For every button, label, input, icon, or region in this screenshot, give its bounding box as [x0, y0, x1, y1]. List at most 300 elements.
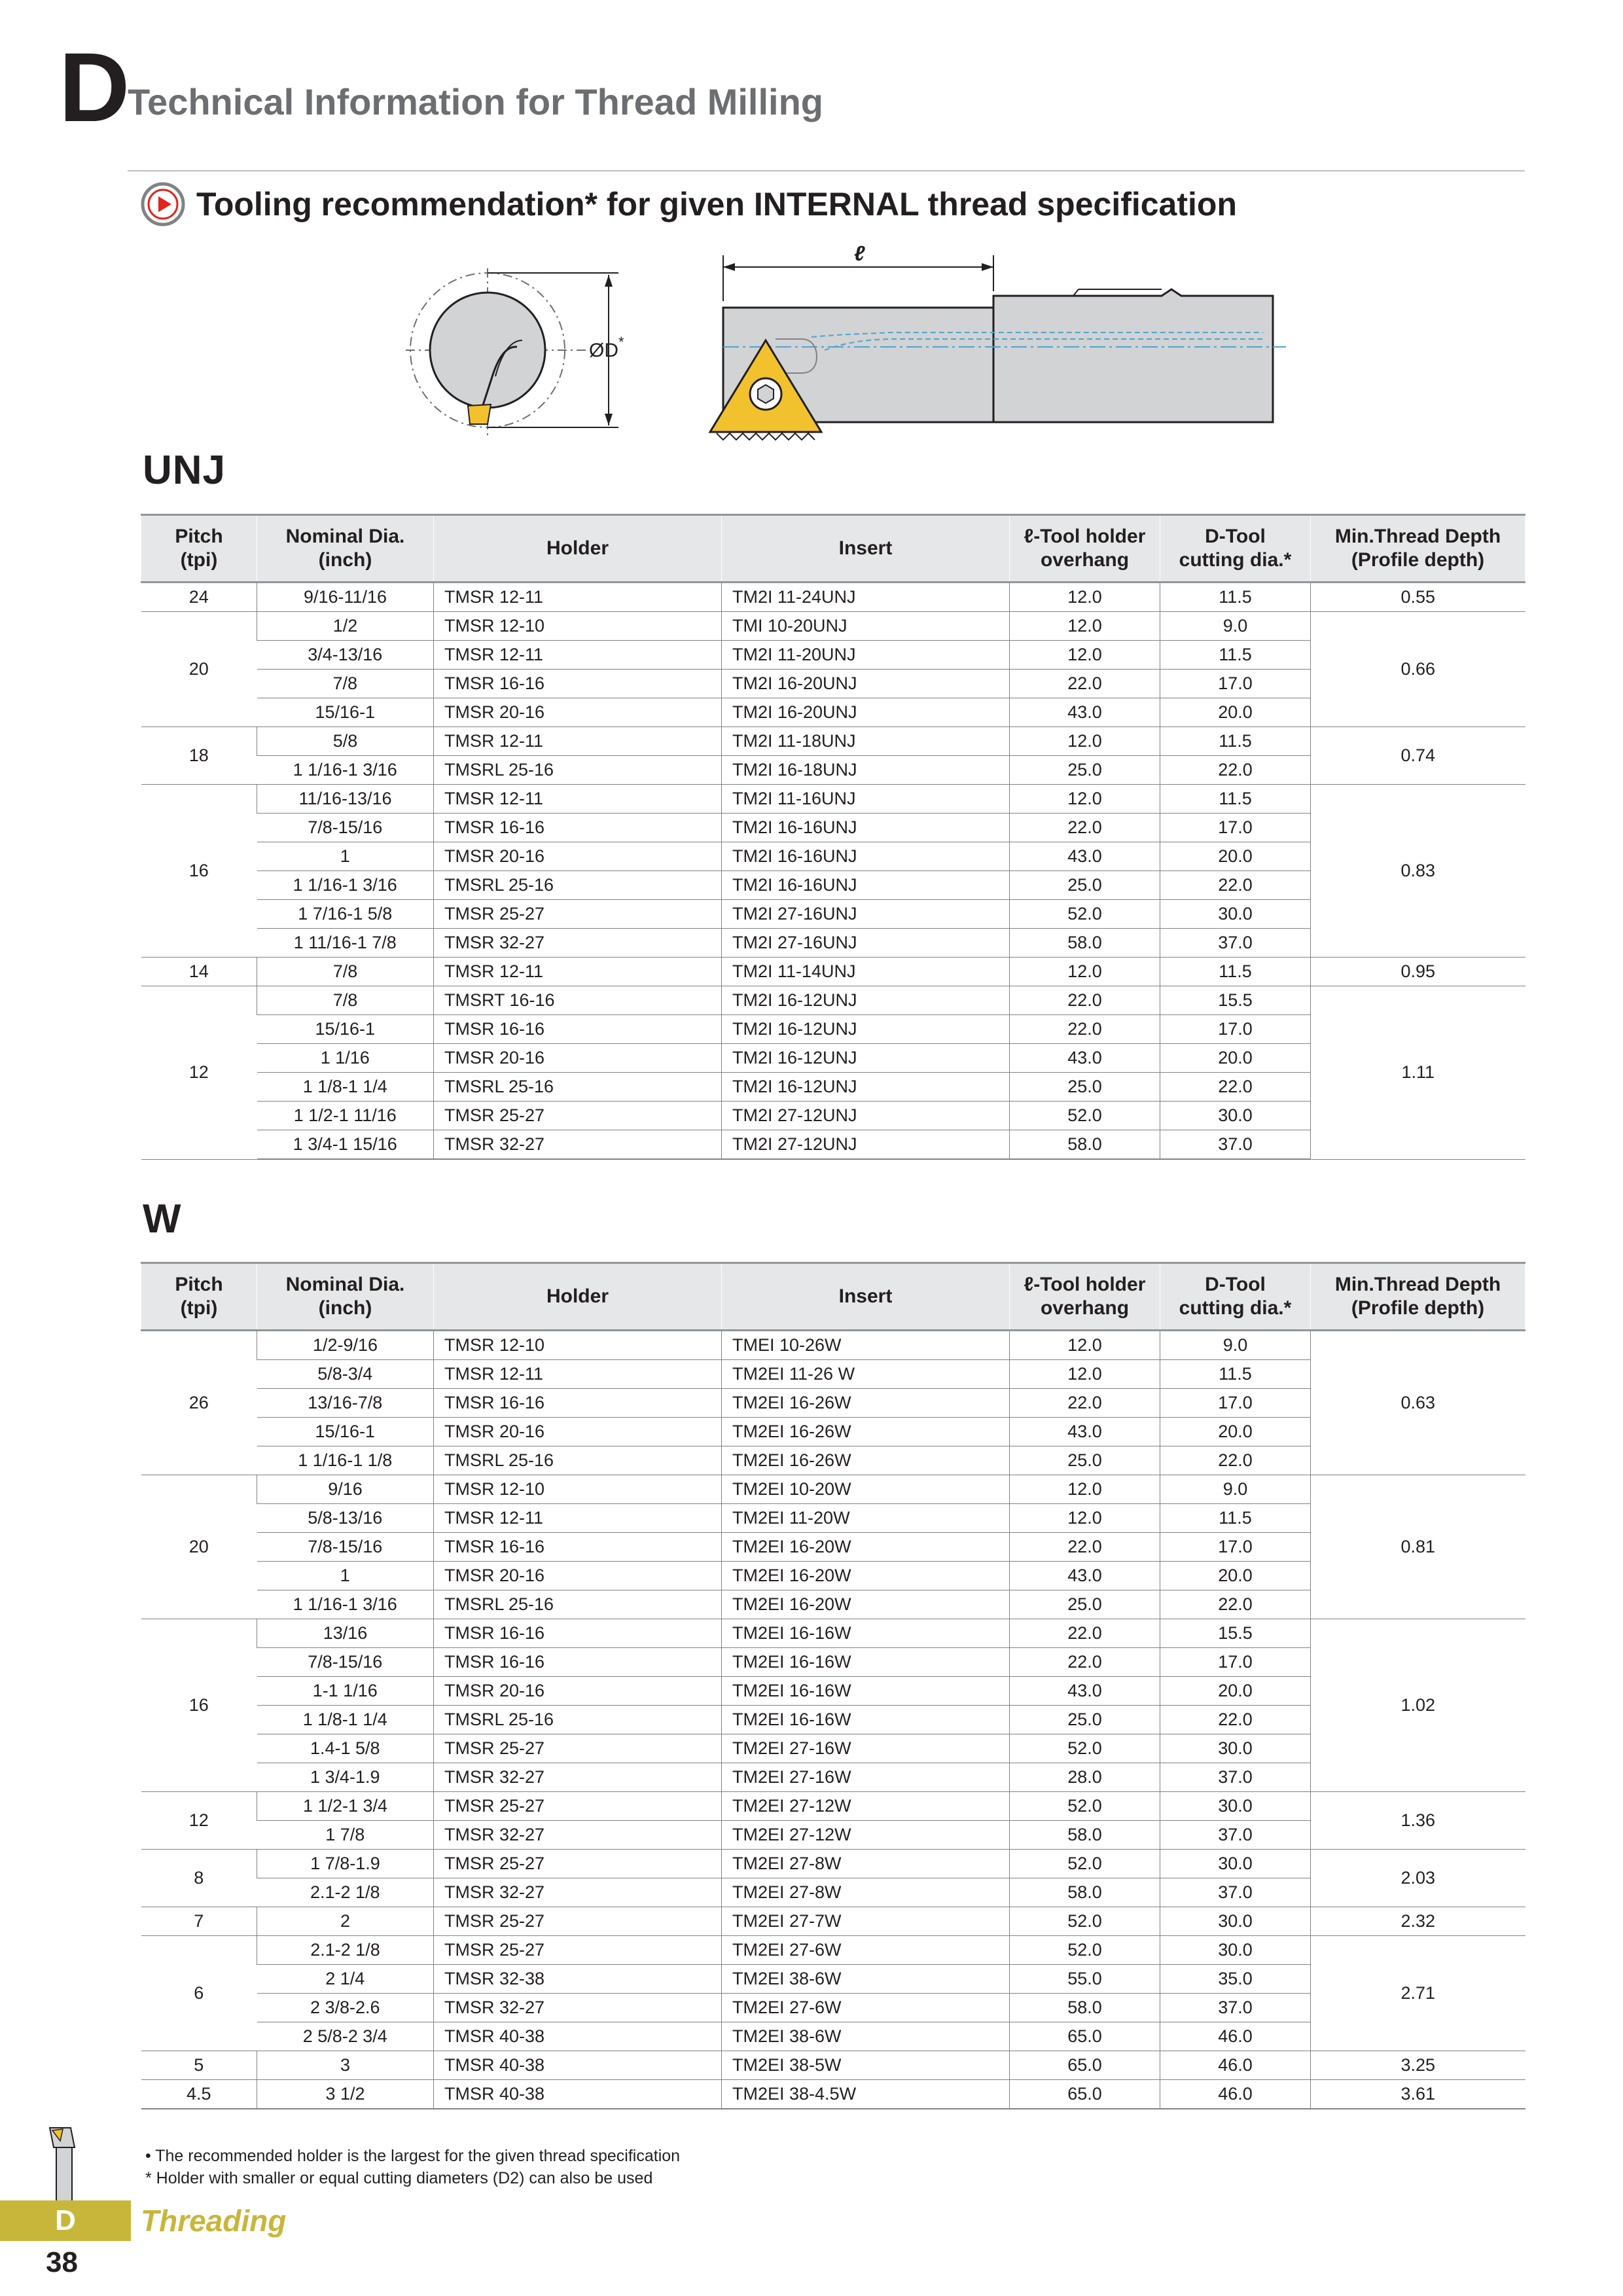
holder-cell: TMSR 40-38 [434, 2051, 722, 2080]
footnote: • The recommended holder is the largest for the given thread specification [145, 2147, 681, 2165]
unj-table [141, 514, 1525, 1160]
insert-cell: TM2I 16-12UNJ [722, 986, 1010, 1015]
holder-cell: TMSR 40-38 [434, 2080, 722, 2109]
overhang-cell: 12.0 [1010, 785, 1160, 814]
dtool-cell: 20.0 [1160, 842, 1311, 871]
pitch-cell: 6 [141, 1936, 257, 2051]
dtool-cell: 22.0 [1160, 871, 1311, 900]
holder-cell: TMSR 16-16 [434, 670, 722, 698]
overhang-cell: 12.0 [1010, 1360, 1160, 1389]
holder-cell: TMSR 12-11 [434, 727, 722, 756]
table-row [141, 1850, 1525, 1878]
nominal-dia-cell: 7/8-15/16 [257, 814, 434, 842]
overhang-cell: 52.0 [1010, 900, 1160, 929]
dtool-cell: 30.0 [1160, 1907, 1311, 1936]
holder-cell: TMSR 12-10 [434, 1475, 722, 1504]
holder-cell: TMSR 16-16 [434, 1648, 722, 1677]
dtool-cell: 30.0 [1160, 900, 1311, 929]
holder-cell: TMSRL 25-16 [434, 1590, 722, 1619]
dtool-cell: 11.5 [1160, 1504, 1311, 1533]
insert-cell: TM2I 16-16UNJ [722, 842, 1010, 871]
thread-mill-tool-icon [41, 2124, 86, 2206]
overhang-cell: 52.0 [1010, 1850, 1160, 1878]
insert-cell: TM2I 27-16UNJ [722, 900, 1010, 929]
dtool-cell: 35.0 [1160, 1965, 1311, 1994]
dtool-cell: 46.0 [1160, 2022, 1311, 2051]
insert-cell: TM2I 16-16UNJ [722, 814, 1010, 842]
dia-star: * [618, 334, 624, 350]
nominal-dia-cell: 1 1/8-1 1/4 [257, 1706, 434, 1734]
holder-cell: TMSR 16-16 [434, 1619, 722, 1648]
thread-depth-cell: 1.11 [1311, 986, 1525, 1160]
dtool-cell: 46.0 [1160, 2051, 1311, 2080]
insert-cell: TM2EI 27-12W [722, 1821, 1010, 1850]
overhang-cell: 25.0 [1010, 1446, 1160, 1475]
insert-cell: TM2EI 16-20W [722, 1533, 1010, 1562]
table-row [141, 1331, 1525, 1360]
chapter-letter: D [59, 32, 128, 142]
overhang-cell: 43.0 [1010, 1418, 1160, 1446]
nominal-dia-cell: 7/8-15/16 [257, 1648, 434, 1677]
col-dtool: D-Tool cutting dia.* [1160, 1263, 1311, 1331]
nominal-dia-cell: 11/16-13/16 [257, 785, 434, 814]
nominal-dia-cell: 2.1-2 1/8 [257, 1936, 434, 1965]
overhang-cell: 25.0 [1010, 1590, 1160, 1619]
dtool-cell: 17.0 [1160, 814, 1311, 842]
holder-cell: TMSR 16-16 [434, 814, 722, 842]
dtool-cell: 20.0 [1160, 1044, 1311, 1073]
insert-cell: TM2EI 10-20W [722, 1475, 1010, 1504]
nominal-dia-cell: 13/16 [257, 1619, 434, 1648]
col-pitch: Pitch (tpi) [141, 1263, 257, 1331]
dtool-cell: 22.0 [1160, 1706, 1311, 1734]
dtool-cell: 20.0 [1160, 1562, 1311, 1590]
col-holder: Holder [434, 515, 722, 583]
overhang-cell: 52.0 [1010, 1792, 1160, 1821]
dtool-cell: 37.0 [1160, 1130, 1311, 1160]
dtool-cell: 15.5 [1160, 1619, 1311, 1648]
footnotes [145, 2145, 680, 2189]
table-row [141, 1936, 1525, 1965]
thread-depth-cell: 3.61 [1311, 2080, 1525, 2109]
holder-cell: TMSR 20-16 [434, 842, 722, 871]
insert-cell: TM2I 11-14UNJ [722, 958, 1010, 986]
overhang-cell: 58.0 [1010, 1878, 1160, 1907]
thread-depth-cell: 1.36 [1311, 1792, 1525, 1850]
nominal-dia-cell: 9/16 [257, 1475, 434, 1504]
nominal-dia-cell: 1 1/2-1 11/16 [257, 1102, 434, 1130]
insert-cell: TM2I 16-16UNJ [722, 871, 1010, 900]
dtool-cell: 22.0 [1160, 756, 1311, 785]
holder-cell: TMSR 32-27 [434, 1821, 722, 1850]
nominal-dia-cell: 7/8-15/16 [257, 1533, 434, 1562]
insert-cell: TM2EI 16-20W [722, 1590, 1010, 1619]
overhang-cell: 22.0 [1010, 1533, 1160, 1562]
nominal-dia-cell: 1 1/8-1 1/4 [257, 1073, 434, 1102]
nominal-dia-cell: 5/8 [257, 727, 434, 756]
overhang-cell: 65.0 [1010, 2022, 1160, 2051]
overhang-cell: 58.0 [1010, 929, 1160, 958]
overhang-cell: 12.0 [1010, 641, 1160, 670]
col-thread-depth: Min.Thread Depth (Profile depth) [1311, 515, 1525, 583]
overhang-cell: 12.0 [1010, 958, 1160, 986]
overhang-cell: 22.0 [1010, 1389, 1160, 1418]
w-section-title: W [143, 1196, 182, 1242]
col-overhang: ℓ-Tool holder overhang [1010, 515, 1160, 583]
holder-cell: TMSR 12-11 [434, 958, 722, 986]
nominal-dia-cell: 1 1/16-1 3/16 [257, 871, 434, 900]
nominal-dia-cell: 1/2-9/16 [257, 1331, 434, 1360]
overhang-cell: 22.0 [1010, 1015, 1160, 1044]
holder-cell: TMSR 12-11 [434, 1360, 722, 1389]
insert-cell: TM2EI 16-16W [722, 1677, 1010, 1706]
nominal-dia-cell: 7/8 [257, 958, 434, 986]
overhang-cell: 43.0 [1010, 842, 1160, 871]
insert-cell: TM2EI 11-26 W [722, 1360, 1010, 1389]
overhang-cell: 52.0 [1010, 1936, 1160, 1965]
dtool-cell: 17.0 [1160, 1015, 1311, 1044]
cross-section-view [406, 268, 618, 435]
overhang-cell: 22.0 [1010, 670, 1160, 698]
thread-depth-cell: 1.02 [1311, 1619, 1525, 1792]
nominal-dia-cell: 1 3/4-1 15/16 [257, 1130, 434, 1160]
nominal-dia-cell: 1 1/16-1 3/16 [257, 1590, 434, 1619]
thread-depth-cell: 0.95 [1311, 958, 1525, 986]
overhang-cell: 43.0 [1010, 1677, 1160, 1706]
thread-depth-cell: 2.32 [1311, 1907, 1525, 1936]
holder-cell: TMSR 25-27 [434, 900, 722, 929]
dtool-cell: 17.0 [1160, 670, 1311, 698]
page-title: Technical Information for Thread Milling [128, 81, 824, 122]
pitch-cell: 24 [141, 583, 257, 612]
nominal-dia-cell: 3/4-13/16 [257, 641, 434, 670]
dtool-cell: 9.0 [1160, 612, 1311, 641]
overhang-cell: 43.0 [1010, 1562, 1160, 1590]
table-row [141, 2051, 1525, 2080]
dtool-cell: 11.5 [1160, 583, 1311, 612]
dtool-cell: 22.0 [1160, 1446, 1311, 1475]
dtool-cell: 15.5 [1160, 986, 1311, 1015]
insert-cell: TM2EI 16-16W [722, 1648, 1010, 1677]
insert-cell: TM2EI 16-20W [722, 1562, 1010, 1590]
dtool-cell: 11.5 [1160, 1360, 1311, 1389]
w-table [141, 1262, 1525, 2109]
overhang-cell: 12.0 [1010, 612, 1160, 641]
side-view [710, 255, 1286, 440]
dtool-cell: 37.0 [1160, 929, 1311, 958]
insert-cell: TM2I 16-20UNJ [722, 670, 1010, 698]
thread-depth-cell: 0.55 [1311, 583, 1525, 612]
tool-drawing [393, 242, 1296, 445]
nominal-dia-cell: 1-1 1/16 [257, 1677, 434, 1706]
nominal-dia-cell: 2.1-2 1/8 [257, 1878, 434, 1907]
nominal-dia-cell: 15/16-1 [257, 1418, 434, 1446]
table-header-row [141, 515, 1525, 583]
insert-cell: TM2EI 27-7W [722, 1907, 1010, 1936]
holder-cell: TMSR 12-10 [434, 612, 722, 641]
insert-cell: TM2EI 11-20W [722, 1504, 1010, 1533]
overhang-cell: 28.0 [1010, 1763, 1160, 1792]
holder-cell: TMSR 20-16 [434, 1562, 722, 1590]
insert-cell: TM2EI 16-16W [722, 1706, 1010, 1734]
pitch-cell: 16 [141, 785, 257, 958]
holder-cell: TMSR 32-27 [434, 929, 722, 958]
insert-cell: TM2I 16-20UNJ [722, 698, 1010, 727]
thread-depth-cell: 0.83 [1311, 785, 1525, 958]
pitch-cell: 12 [141, 1792, 257, 1850]
col-holder: Holder [434, 1263, 722, 1331]
pitch-cell: 14 [141, 958, 257, 986]
unj-section-title: UNJ [143, 448, 226, 493]
holder-cell: TMSR 25-27 [434, 1850, 722, 1878]
nominal-dia-cell: 1 [257, 1562, 434, 1590]
footnote: * Holder with smaller or equal cutting diameters (D2) can also be used [145, 2169, 653, 2187]
table-row [141, 583, 1525, 612]
overhang-cell: 58.0 [1010, 1821, 1160, 1850]
overhang-cell: 22.0 [1010, 1619, 1160, 1648]
dtool-cell: 11.5 [1160, 727, 1311, 756]
thread-depth-cell: 3.25 [1311, 2051, 1525, 2080]
dtool-cell: 9.0 [1160, 1475, 1311, 1504]
holder-cell: TMSR 20-16 [434, 1418, 722, 1446]
dtool-cell: 30.0 [1160, 1102, 1311, 1130]
overhang-cell: 25.0 [1010, 756, 1160, 785]
nominal-dia-cell: 1 [257, 842, 434, 871]
dtool-cell: 22.0 [1160, 1590, 1311, 1619]
dtool-cell: 11.5 [1160, 641, 1311, 670]
col-nominal-dia: Nominal Dia. (inch) [257, 515, 434, 583]
dia-label: ØD [589, 340, 618, 361]
holder-cell: TMSR 32-27 [434, 1994, 722, 2022]
nominal-dia-cell: 3 [257, 2051, 434, 2080]
col-nominal-dia: Nominal Dia. (inch) [257, 1263, 434, 1331]
overhang-cell: 43.0 [1010, 1044, 1160, 1073]
pitch-cell: 18 [141, 727, 257, 785]
insert-cell: TM2EI 38-5W [722, 2051, 1010, 2080]
length-label: ℓ [854, 242, 865, 265]
insert-cell: TM2EI 16-26W [722, 1446, 1010, 1475]
section-label: Threading [141, 2204, 287, 2238]
table-row [141, 1475, 1525, 1504]
dtool-cell: 30.0 [1160, 1734, 1311, 1763]
nominal-dia-cell: 1 7/8 [257, 1821, 434, 1850]
overhang-cell: 65.0 [1010, 2080, 1160, 2109]
overhang-cell: 43.0 [1010, 698, 1160, 727]
dtool-cell: 11.5 [1160, 958, 1311, 986]
holder-cell: TMSRL 25-16 [434, 1073, 722, 1102]
col-insert: Insert [722, 515, 1010, 583]
holder-cell: TMSR 12-11 [434, 641, 722, 670]
overhang-cell: 22.0 [1010, 986, 1160, 1015]
holder-cell: TMSR 25-27 [434, 1102, 722, 1130]
holder-cell: TMSR 16-16 [434, 1533, 722, 1562]
play-circle-icon [141, 182, 185, 226]
insert-cell: TMI 10-20UNJ [722, 612, 1010, 641]
insert-cell: TM2I 11-18UNJ [722, 727, 1010, 756]
table-row [141, 1792, 1525, 1821]
overhang-cell: 52.0 [1010, 1907, 1160, 1936]
dtool-cell: 30.0 [1160, 1792, 1311, 1821]
overhang-cell: 58.0 [1010, 1130, 1160, 1160]
holder-cell: TMSR 25-27 [434, 1734, 722, 1763]
holder-cell: TMSRL 25-16 [434, 1446, 722, 1475]
holder-cell: TMSR 25-27 [434, 1907, 722, 1936]
overhang-cell: 12.0 [1010, 1504, 1160, 1533]
holder-cell: TMSRL 25-16 [434, 756, 722, 785]
nominal-dia-cell: 3 1/2 [257, 2080, 434, 2109]
dtool-cell: 17.0 [1160, 1648, 1311, 1677]
pitch-cell: 4.5 [141, 2080, 257, 2109]
insert-cell: TM2EI 27-8W [722, 1850, 1010, 1878]
thread-depth-cell: 2.03 [1311, 1850, 1525, 1907]
holder-cell: TMSRL 25-16 [434, 1706, 722, 1734]
pitch-cell: 16 [141, 1619, 257, 1792]
overhang-cell: 12.0 [1010, 1475, 1160, 1504]
overhang-cell: 52.0 [1010, 1102, 1160, 1130]
pitch-cell: 12 [141, 986, 257, 1160]
table-row [141, 727, 1525, 756]
nominal-dia-cell: 7/8 [257, 670, 434, 698]
dtool-cell: 37.0 [1160, 1821, 1311, 1850]
dtool-cell: 37.0 [1160, 1994, 1311, 2022]
nominal-dia-cell: 1 11/16-1 7/8 [257, 929, 434, 958]
dtool-cell: 17.0 [1160, 1533, 1311, 1562]
holder-cell: TMSR 12-11 [434, 583, 722, 612]
table-row [141, 2080, 1525, 2109]
nominal-dia-cell: 1 7/16-1 5/8 [257, 900, 434, 929]
insert-cell: TM2EI 38-6W [722, 1965, 1010, 1994]
table-header-row [141, 1263, 1525, 1331]
col-pitch: Pitch (tpi) [141, 515, 257, 583]
overhang-cell: 25.0 [1010, 1706, 1160, 1734]
overhang-cell: 55.0 [1010, 1965, 1160, 1994]
insert-cell: TM2I 16-12UNJ [722, 1044, 1010, 1073]
dtool-cell: 30.0 [1160, 1936, 1311, 1965]
holder-cell: TMSR 16-16 [434, 1389, 722, 1418]
nominal-dia-cell: 5/8-13/16 [257, 1504, 434, 1533]
pitch-cell: 20 [141, 612, 257, 727]
thread-depth-cell: 0.66 [1311, 612, 1525, 727]
col-dtool: D-Tool cutting dia.* [1160, 515, 1311, 583]
col-thread-depth: Min.Thread Depth (Profile depth) [1311, 1263, 1525, 1331]
table-row [141, 1619, 1525, 1648]
insert-cell: TM2EI 38-6W [722, 2022, 1010, 2051]
insert-cell: TM2EI 27-6W [722, 1936, 1010, 1965]
holder-cell: TMSR 32-27 [434, 1878, 722, 1907]
overhang-cell: 12.0 [1010, 583, 1160, 612]
chapter-tab-letter: D [55, 2204, 76, 2236]
insert-cell: TM2EI 27-16W [722, 1763, 1010, 1792]
holder-cell: TMSRL 25-16 [434, 871, 722, 900]
thread-depth-cell: 0.74 [1311, 727, 1525, 785]
holder-cell: TMSR 12-10 [434, 1331, 722, 1360]
overhang-cell: 12.0 [1010, 727, 1160, 756]
dtool-cell: 37.0 [1160, 1763, 1311, 1792]
insert-cell: TM2EI 38-4.5W [722, 2080, 1010, 2109]
dtool-cell: 20.0 [1160, 1418, 1311, 1446]
holder-cell: TMSR 25-27 [434, 1792, 722, 1821]
holder-cell: TMSR 20-16 [434, 1044, 722, 1073]
overhang-cell: 12.0 [1010, 1331, 1160, 1360]
col-insert: Insert [722, 1263, 1010, 1331]
thread-depth-cell: 0.81 [1311, 1475, 1525, 1619]
overhang-cell: 65.0 [1010, 2051, 1160, 2080]
nominal-dia-cell: 13/16-7/8 [257, 1389, 434, 1418]
dtool-cell: 11.5 [1160, 785, 1311, 814]
dtool-cell: 20.0 [1160, 698, 1311, 727]
holder-cell: TMSR 32-27 [434, 1763, 722, 1792]
pitch-cell: 20 [141, 1475, 257, 1619]
insert-cell: TM2EI 27-16W [722, 1734, 1010, 1763]
dtool-cell: 9.0 [1160, 1331, 1311, 1360]
pitch-cell: 7 [141, 1907, 257, 1936]
nominal-dia-cell: 2 3/8-2.6 [257, 1994, 434, 2022]
dtool-cell: 22.0 [1160, 1073, 1311, 1102]
dtool-cell: 46.0 [1160, 2080, 1311, 2109]
nominal-dia-cell: 5/8-3/4 [257, 1360, 434, 1389]
insert-cell: TM2I 11-20UNJ [722, 641, 1010, 670]
nominal-dia-cell: 2 1/4 [257, 1965, 434, 1994]
header-divider [128, 170, 1525, 171]
dtool-cell: 30.0 [1160, 1850, 1311, 1878]
overhang-cell: 58.0 [1010, 1994, 1160, 2022]
nominal-dia-cell: 7/8 [257, 986, 434, 1015]
holder-cell: TMSR 20-16 [434, 698, 722, 727]
insert-cell: TM2I 27-16UNJ [722, 929, 1010, 958]
overhang-cell: 52.0 [1010, 1734, 1160, 1763]
insert-cell: TM2EI 16-16W [722, 1619, 1010, 1648]
page-number: 38 [46, 2246, 78, 2278]
insert-cell: TM2EI 27-6W [722, 1994, 1010, 2022]
insert-cell: TM2I 27-12UNJ [722, 1102, 1010, 1130]
holder-cell: TMSR 40-38 [434, 2022, 722, 2051]
table-row [141, 1907, 1525, 1936]
holder-cell: TMSRT 16-16 [434, 986, 722, 1015]
section-subtitle: Tooling recommendation* for given INTERNAL thread specification [196, 186, 1237, 223]
insert-cell: TM2EI 16-26W [722, 1418, 1010, 1446]
nominal-dia-cell: 2 [257, 1907, 434, 1936]
insert-cell: TM2EI 27-12W [722, 1792, 1010, 1821]
dtool-cell: 17.0 [1160, 1389, 1311, 1418]
nominal-dia-cell: 1 1/16 [257, 1044, 434, 1073]
nominal-dia-cell: 1 1/2-1 3/4 [257, 1792, 434, 1821]
nominal-dia-cell: 1 3/4-1.9 [257, 1763, 434, 1792]
nominal-dia-cell: 2 5/8-2 3/4 [257, 2022, 434, 2051]
table-row [141, 785, 1525, 814]
insert-cell: TM2EI 16-26W [722, 1389, 1010, 1418]
overhang-cell: 25.0 [1010, 871, 1160, 900]
overhang-cell: 22.0 [1010, 1648, 1160, 1677]
nominal-dia-cell: 15/16-1 [257, 1015, 434, 1044]
insert-cell: TM2I 16-12UNJ [722, 1073, 1010, 1102]
holder-cell: TMSR 32-27 [434, 1130, 722, 1160]
holder-cell: TMSR 12-11 [434, 785, 722, 814]
table-row [141, 958, 1525, 986]
holder-cell: TMSR 25-27 [434, 1936, 722, 1965]
nominal-dia-cell: 9/16-11/16 [257, 583, 434, 612]
overhang-cell: 22.0 [1010, 814, 1160, 842]
insert-cell: TM2I 11-16UNJ [722, 785, 1010, 814]
insert-cell: TM2I 16-12UNJ [722, 1015, 1010, 1044]
nominal-dia-cell: 15/16-1 [257, 698, 434, 727]
nominal-dia-cell: 1.4-1 5/8 [257, 1734, 434, 1763]
thread-depth-cell: 0.63 [1311, 1331, 1525, 1475]
nominal-dia-cell: 1 1/16-1 3/16 [257, 756, 434, 785]
table-row [141, 612, 1525, 641]
overhang-cell: 25.0 [1010, 1073, 1160, 1102]
nominal-dia-cell: 1 7/8-1.9 [257, 1850, 434, 1878]
table-row [141, 986, 1525, 1015]
